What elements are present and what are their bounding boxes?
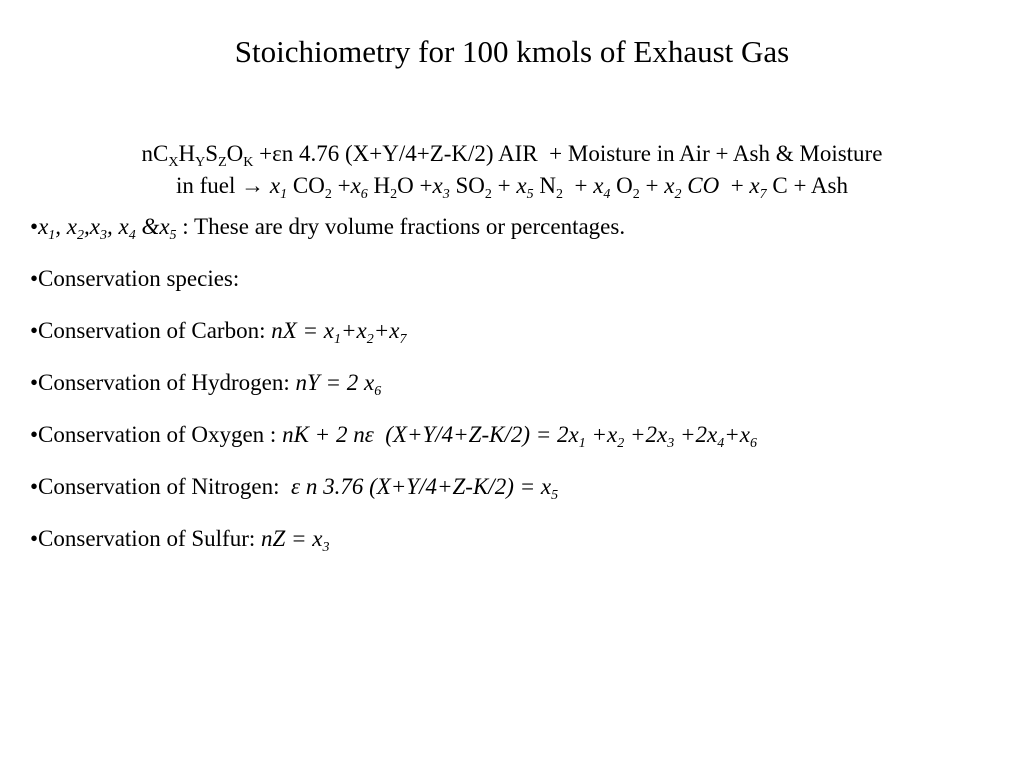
eq2-x3-sub: 3	[442, 187, 450, 202]
b1-s3: 3	[99, 228, 107, 243]
eq2-x7-sub: 7	[759, 187, 767, 202]
b3-m2: +x	[341, 318, 367, 343]
eq2-plus-x7: +	[719, 173, 750, 198]
b6-label: •Conservation of Nitrogen:	[30, 474, 292, 499]
eq2-x6: x	[350, 173, 361, 198]
bullet-hydrogen	[30, 368, 381, 398]
eq2-x1: x	[269, 173, 281, 198]
eq2-x3: x	[432, 173, 443, 198]
eq2-t1: in fuel →	[176, 173, 270, 198]
b1-c2: ,x	[84, 214, 100, 239]
b4-m1: nY = 2 x	[295, 370, 375, 395]
b5-s2: 2	[617, 436, 625, 451]
eq2-plus-x5: +	[491, 173, 517, 198]
eq2-x5: x	[516, 173, 527, 198]
eq-h: H	[178, 141, 196, 166]
b3-m3: +x	[373, 318, 400, 343]
b5-label: •Conservation of Oxygen :	[30, 422, 283, 447]
eq2-tail: C + Ash	[766, 173, 848, 198]
eq2-plus-x2: +	[639, 173, 665, 198]
eq2-co2-sub: 2	[324, 187, 332, 202]
eq2-x2: x	[664, 173, 675, 198]
slide-title: Stoichiometry for 100 kmols of Exhaust Gas	[234, 34, 790, 69]
b3-label: •Conservation of Carbon:	[30, 318, 272, 343]
eq2-x4-sub: 4	[603, 187, 611, 202]
b5-m4: +2x	[674, 422, 718, 447]
b1-s5: 5	[169, 228, 177, 243]
bullet-dot: •	[30, 214, 39, 239]
b1-x: x	[38, 214, 49, 239]
b7-s1: 3	[322, 540, 330, 555]
eq2-o2-sub: 2	[632, 187, 640, 202]
b1-s2: 2	[77, 228, 84, 243]
b7-label: •Conservation of Sulfur:	[30, 526, 261, 551]
b1-s4: 4	[128, 228, 136, 243]
b5-s1: 1	[578, 436, 586, 451]
eq-sub-y: Y	[195, 155, 206, 170]
eq2-so2: SO	[449, 173, 485, 198]
b3-s1: 1	[334, 332, 341, 347]
b5-m2: +x	[585, 422, 618, 447]
eq2-x6-sub: 6	[360, 187, 368, 202]
equation-line-2	[30, 170, 994, 202]
bullet-conservation-species	[30, 264, 239, 294]
eq2-h2o-h: H	[367, 173, 391, 198]
b6-m1: ε n 3.76 (X+Y/4+Z-K/2) = x	[291, 474, 552, 499]
b5-m5: +x	[724, 422, 750, 447]
b7-m1: nZ = x	[261, 526, 323, 551]
eq-sub-z: Z	[218, 155, 227, 170]
eq2-co2: CO	[287, 173, 325, 198]
eq2-so2-sub: 2	[484, 187, 492, 202]
eq-line1-rest: +εn 4.76 (X+Y/4+Z-K/2) AIR + Moisture in Air + Ash & Moisture	[253, 141, 883, 166]
eq2-h2o-sub: 2	[390, 187, 398, 202]
eq2-x2-sub: 2	[674, 187, 682, 202]
combustion-equation	[30, 138, 994, 202]
b5-s4: 4	[717, 436, 725, 451]
bullet-nitrogen	[30, 472, 558, 502]
equation-line-1	[30, 138, 994, 170]
eq2-x1-sub: 1	[280, 187, 288, 202]
eq2-plus-x6: +	[331, 173, 351, 198]
b3-m1: nX = x	[271, 318, 334, 343]
eq-nc: nC	[141, 141, 169, 166]
b1-s1: 1	[48, 228, 56, 243]
b1-c1: , x	[55, 214, 77, 239]
b5-s3: 3	[667, 436, 675, 451]
bullet-oxygen	[30, 420, 757, 450]
eq2-n2-sub: 2	[555, 187, 563, 202]
eq2-o2: O	[610, 173, 633, 198]
bullet-carbon	[30, 316, 406, 346]
b2-text: •Conservation species:	[30, 266, 240, 291]
eq2-h2o-o: O +	[397, 173, 433, 198]
eq2-x4: x	[593, 173, 604, 198]
b1-c3: , x	[106, 214, 129, 239]
b4-s1: 6	[374, 384, 382, 399]
bullet-dry-fractions	[30, 212, 625, 242]
eq2-x7: x	[749, 173, 760, 198]
b3-s2: 2	[366, 332, 374, 347]
eq-sub-x: X	[168, 155, 179, 170]
b1-text: : These are dry volume fractions or percentages.	[176, 214, 626, 239]
eq2-x5-sub: 5	[526, 187, 534, 202]
b5-m3: +2x	[624, 422, 668, 447]
bullet-sulfur	[30, 524, 330, 554]
b3-s3: 7	[399, 332, 407, 347]
b5-m1: nK + 2 nε (X+Y/4+Z-K/2) = 2x	[282, 422, 579, 447]
b5-s5: 6	[749, 436, 757, 451]
eq2-co: CO	[681, 173, 720, 198]
eq-s: S	[205, 141, 219, 166]
eq-sub-k: K	[243, 155, 254, 170]
b4-label: •Conservation of Hydrogen:	[30, 370, 296, 395]
b6-s1: 5	[551, 488, 559, 503]
eq2-plus-x4: +	[562, 173, 594, 198]
eq-o: O	[226, 141, 244, 166]
eq2-n2: N	[533, 173, 556, 198]
b1-c4: &x	[135, 214, 170, 239]
